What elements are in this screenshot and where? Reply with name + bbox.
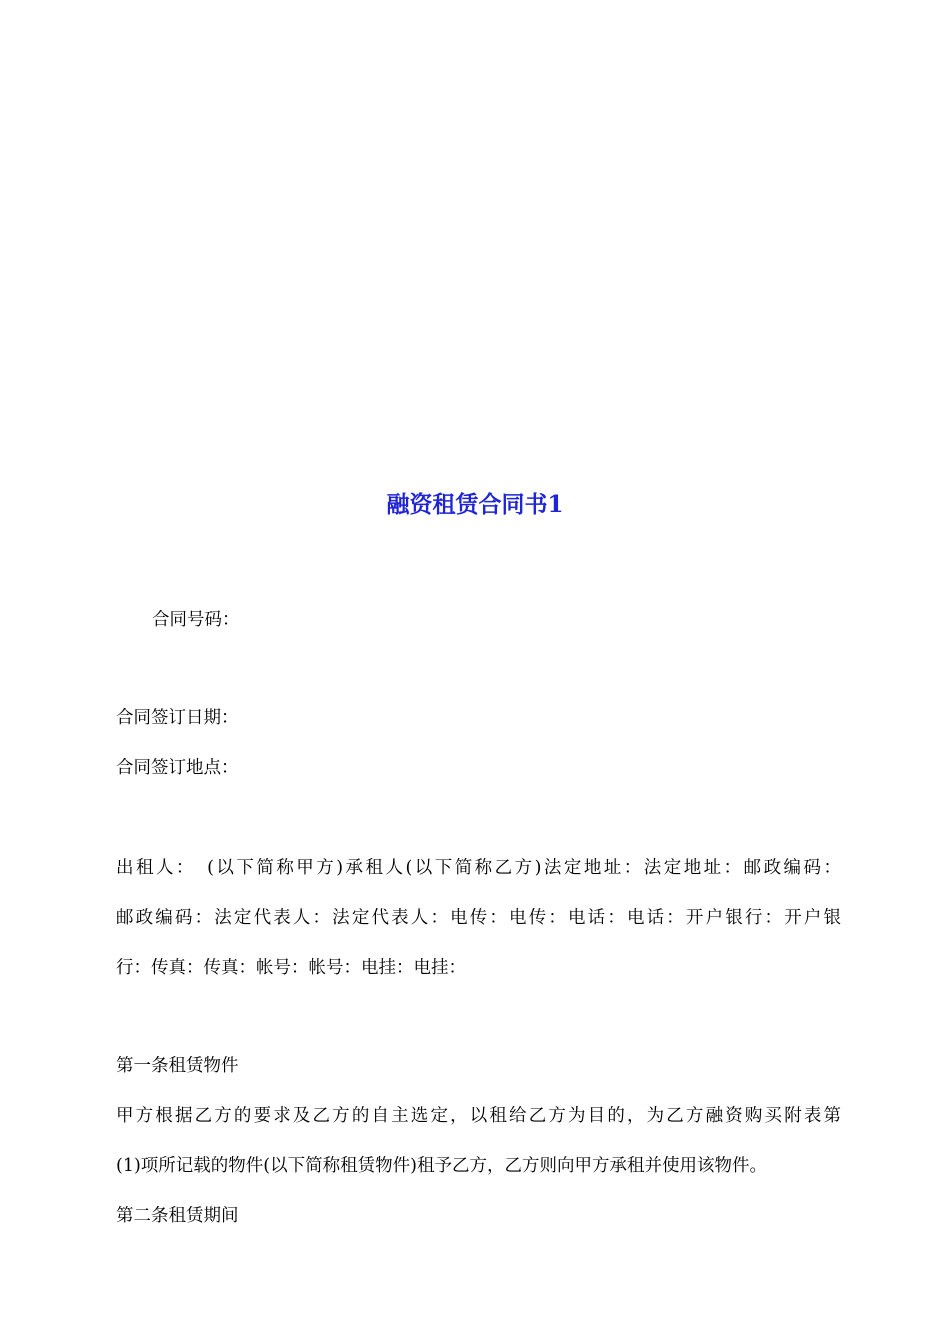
parties-line-2: 邮政编码：法定代表人：法定代表人：电传：电传：电话：电话：开户银行：开户银 xyxy=(116,908,841,928)
article-1-heading: 第一条租赁物件 xyxy=(116,1056,239,1076)
parties-line-1: 出租人： (以下简称甲方)承租人(以下简称乙方)法定地址：法定地址：邮政编码： xyxy=(116,858,841,878)
article-2-heading: 第二条租赁期间 xyxy=(116,1206,239,1226)
parties-line-3: 行：传真：传真：帐号：帐号：电挂：电挂： xyxy=(116,958,466,978)
contract-number-label: 合同号码： xyxy=(152,610,240,630)
sign-place-label: 合同签订地点： xyxy=(116,758,239,778)
article-1-line-1: 甲方根据乙方的要求及乙方的自主选定，以租给乙方为目的，为乙方融资购买附表第 xyxy=(116,1106,841,1126)
document-title: 融资租赁合同书1 xyxy=(386,491,564,518)
sign-date-label: 合同签订日期： xyxy=(116,708,239,728)
article-1-line-2: (1)项所记载的物件(以下简称租赁物件)租予乙方，乙方则向甲方承租并使用该物件。 xyxy=(116,1156,767,1176)
